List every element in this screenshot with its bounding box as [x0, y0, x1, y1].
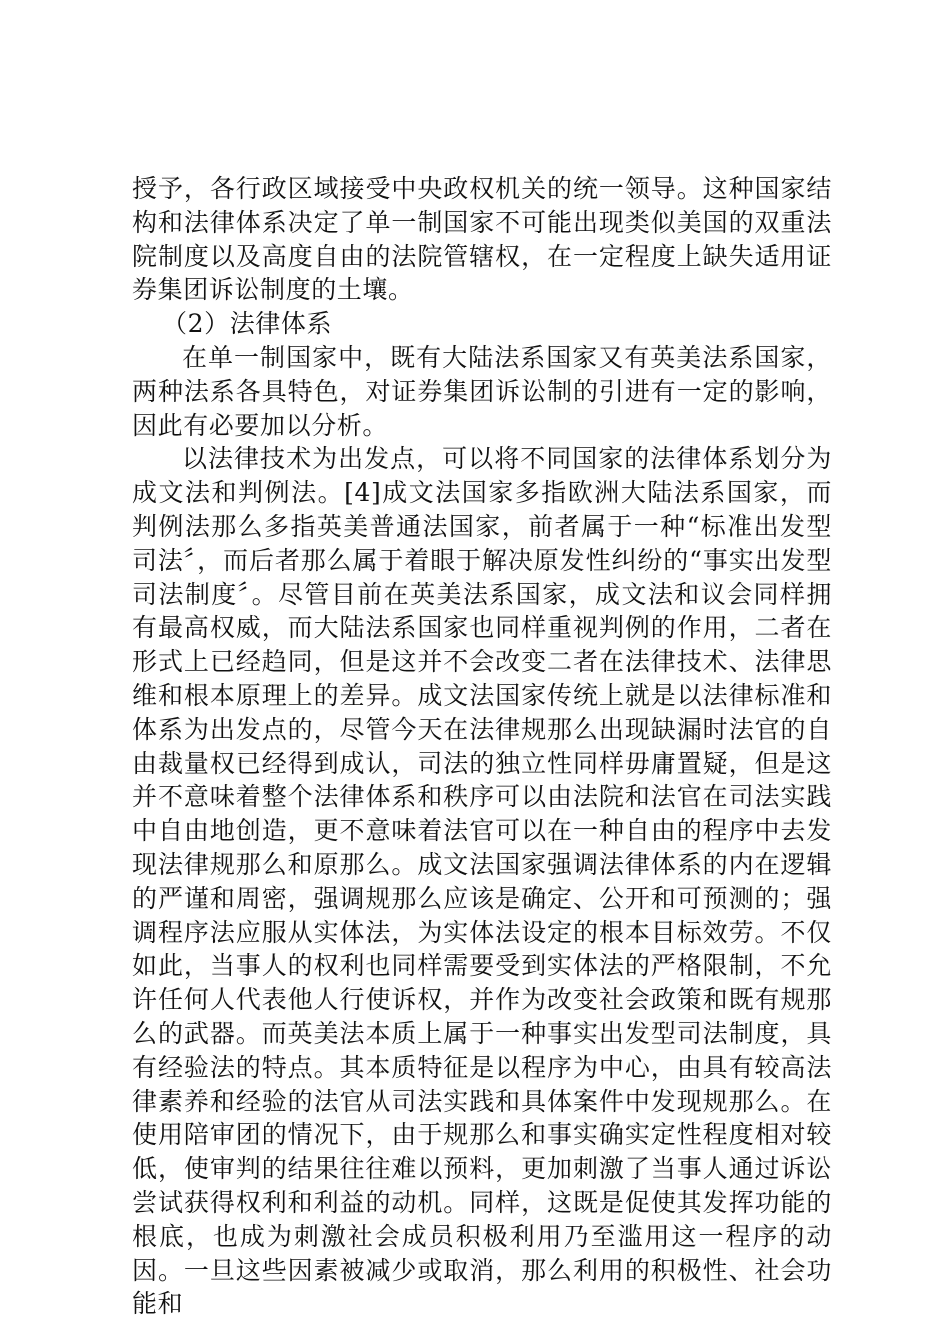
paragraph-continuation: 授予，各行政区域接受中央政权机关的统一领导。这种国家结构和法律体系决定了单一制国家不可能出现类似美国的双重法院制度以及高度自由的法院管辖权，在一定程度上缺失适用证券集团诉讼制度的土壤。 [132, 174, 832, 305]
document-body [132, 172, 832, 1321]
paragraph-legal-technique: 以法律技术为出发点，可以将不同国家的法律体系划分为成文法和判例法。[4]成文法国家多指欧洲大陆法系国家，而判例法那么多指英美普通法国家，前者属于一种“标准出发型司法〞，而后者那么属于着眼于解决原发性纠纷的“事实出发型司法制度〞。尽管目前在英美法系国家，成文法和议会同样拥有最高权威，而大陆法系国家也同样重视判例的作用，二者在形式上已经趋同，但是这并不会改变二者在法律技术、法律思维和根本原理上的差异。成文法国家传统上就是以法律标准和体系为出发点的，尽管今天在法律规那么出现缺漏时法官的自由裁量权已经得到成认，司法的独立性同样毋庸置疑，但是这并不意味着整个法律体系和秩序可以由法院和法官在司法实践中自由地创造，更不意味着法官可以在一种自由的程序中去发现法律规那么和原那么。成文法国家强调法律体系的内在逻辑的严谨和周密，强调规那么应该是确定、公开和可预测的；强调程序法应服从实体法，为实体法设定的根本目标效劳。不仅如此，当事人的权利也同样需要受到实体法的严格限制，不允许任何人代表他人行使诉权，并作为改变社会政策和既有规那么的武器。而英美法本质上属于一种事实出发型司法制度，具有经验法的特点。其本质特征是以程序为中心，由具有较高法律素养和经验的法官从司法实践和具体案件中发现规那么。在使用陪审团的情况下，由于规那么和事实确实定性程度相对较低，使审判的结果往往难以预料，更加刺激了当事人通过诉讼尝试获得权利和利益的动机。同样，这既是促使其发挥功能的根底，也成为刺激社会成员积极利用乃至滥用这一程序的动因。一旦这些因素被减少或取消，那么利用的积极性、社会功能和 [132, 444, 832, 1319]
paragraph-unitary-state: 在单一制国家中，既有大陆法系国家又有英美法系国家，两种法系各具特色，对证券集团诉讼制的引进有一定的影响，因此有必要加以分析。 [132, 342, 832, 440]
section-heading-legal-system: （2）法律体系 [162, 309, 333, 339]
